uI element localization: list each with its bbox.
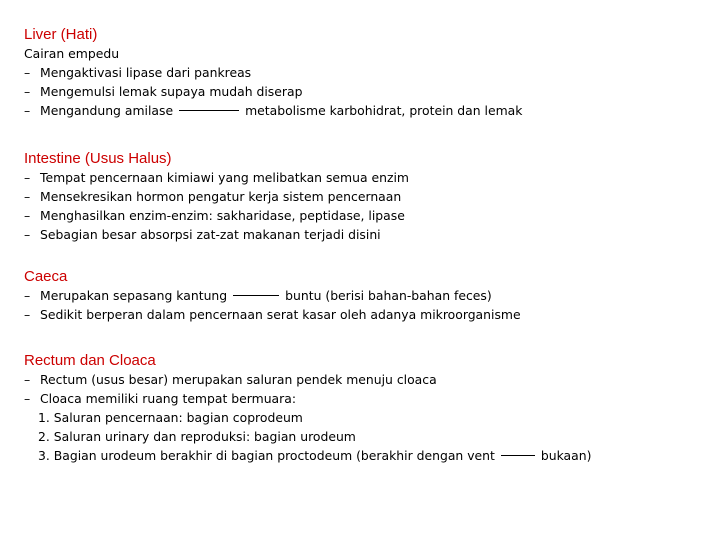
liver-item-3: – Mengandung amilase metabolisme karbohidrat, protein dan lemak	[24, 103, 523, 118]
bullet-dash: –	[24, 189, 31, 204]
arrow-line	[501, 455, 535, 456]
section-liver	[24, 26, 522, 120]
rectum-sub-item-2: 2. Saluran urinary dan reproduksi: bagian urodeum	[38, 429, 356, 444]
bullet-dash: –	[24, 227, 31, 242]
section-rectum-cloaca	[24, 352, 591, 465]
rectum-sub-item-3: 3. Bagian urodeum berakhir di bagian proctodeum (berakhir dengan vent bukaan)	[38, 448, 592, 463]
intestine-item-2: – Mensekresikan hormon pengatur kerja sistem pencernaan	[24, 189, 402, 204]
liver-intro: Cairan empedu	[24, 46, 120, 61]
bullet-dash: –	[24, 84, 31, 99]
bullet-dash: –	[24, 391, 31, 406]
liver-item-2: – Mengemulsi lemak supaya mudah diserap	[24, 84, 303, 99]
bullet-dash: –	[24, 372, 31, 387]
section-intestine	[24, 150, 409, 244]
arrow-line	[233, 295, 279, 296]
arrow-line	[179, 110, 239, 111]
section-caeca	[24, 268, 521, 324]
bullet-dash: –	[24, 170, 31, 185]
liver-item-1: – Mengaktivasi lipase dari pankreas	[24, 65, 252, 80]
caeca-item-2: – Sedikit berperan dalam pencernaan serat kasar oleh adanya mikroorganisme	[24, 307, 521, 322]
intestine-item-3: – Menghasilkan enzim-enzim: sakharidase, peptidase, lipase	[24, 208, 405, 223]
bullet-dash: –	[24, 307, 31, 322]
caeca-item-1: – Merupakan sepasang kantung buntu (berisi bahan-bahan feces)	[24, 288, 492, 303]
heading-intestine: Intestine (Usus Halus)	[24, 150, 172, 167]
bullet-dash: –	[24, 65, 31, 80]
bullet-dash: –	[24, 103, 31, 118]
bullet-dash: –	[24, 208, 31, 223]
heading-caeca: Caeca	[24, 268, 68, 285]
intestine-item-1: – Tempat pencernaan kimiawi yang melibatkan semua enzim	[24, 170, 409, 185]
rectum-item-2: – Cloaca memiliki ruang tempat bermuara:	[24, 391, 297, 406]
bullet-dash: –	[24, 288, 31, 303]
heading-liver: Liver (Hati)	[24, 26, 98, 43]
heading-rectum-cloaca: Rectum dan Cloaca	[24, 352, 156, 369]
intestine-item-4: – Sebagian besar absorpsi zat-zat makanan terjadi disini	[24, 227, 381, 242]
rectum-item-1: – Rectum (usus besar) merupakan saluran pendek menuju cloaca	[24, 372, 437, 387]
rectum-sub-item-1: 1. Saluran pencernaan: bagian coprodeum	[38, 410, 303, 425]
